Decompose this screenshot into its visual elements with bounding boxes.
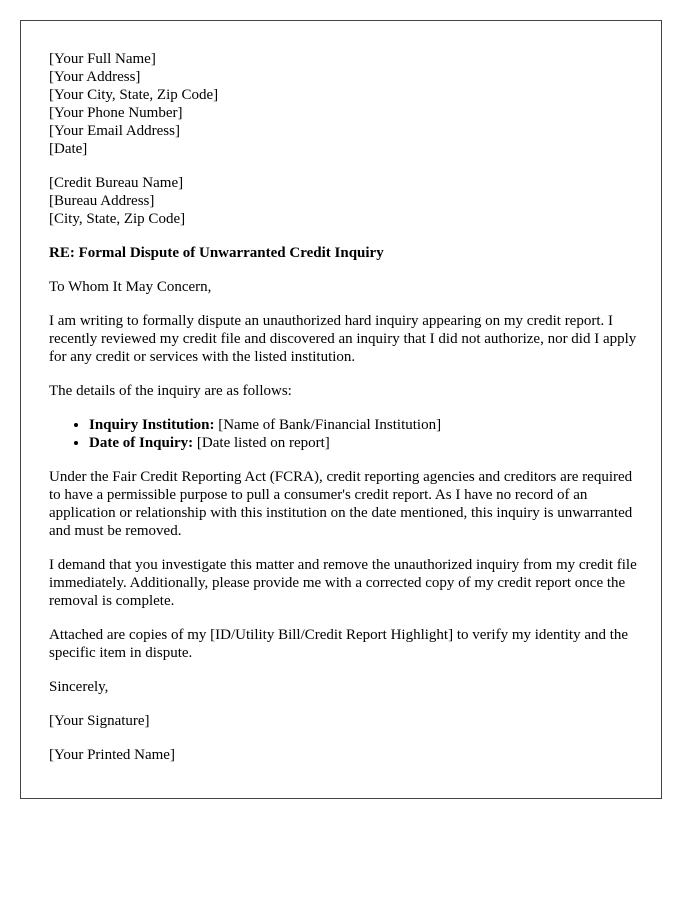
inquiry-date-label: Date of Inquiry: <box>89 435 194 451</box>
inquiry-date-value: [Date listed on report] <box>193 435 330 451</box>
attachments-paragraph: Attached are copies of my [ID/Utility Bill/Credit Report Highlight] to verify my identity and the specific item in dispute. <box>49 627 629 661</box>
sender-full-name: [Your Full Name] <box>49 51 156 67</box>
letter-content <box>49 50 639 780</box>
inquiry-date-item <box>89 434 639 452</box>
recipient-address: [Bureau Address] <box>49 193 155 209</box>
signature-placeholder: [Your Signature] <box>49 713 150 729</box>
inquiry-institution-label: Inquiry Institution: <box>89 417 215 433</box>
details-lead-paragraph: The details of the inquiry are as follows: <box>49 383 292 399</box>
sender-phone: [Your Phone Number] <box>49 105 183 121</box>
letter-date: [Date] <box>49 141 88 157</box>
subject-line: RE: Formal Dispute of Unwarranted Credit Inquiry <box>49 245 384 261</box>
inquiry-institution-item <box>89 416 639 434</box>
intro-paragraph: I am writing to formally dispute an unauthorized hard inquiry appearing on my credit report. I recently reviewed my credit file and discovered an inquiry that I did not authorize, nor did I apply for any credit or services with the listed institution. <box>49 313 637 365</box>
demand-paragraph: I demand that you investigate this matter and remove the unauthorized inquiry from my credit file immediately. Additionally, please provide me with a corrected copy of my credit report once the removal is complete. <box>49 557 637 609</box>
printed-name-placeholder: [Your Printed Name] <box>49 747 175 763</box>
sender-address: [Your Address] <box>49 69 141 85</box>
valediction: Sincerely, <box>49 679 109 695</box>
inquiry-details-list <box>49 416 639 452</box>
letter-page <box>20 20 662 799</box>
inquiry-institution-value: [Name of Bank/Financial Institution] <box>214 417 442 433</box>
recipient-city-state-zip: [City, State, Zip Code] <box>49 211 186 227</box>
sender-block <box>49 50 639 158</box>
recipient-block <box>49 174 639 228</box>
sender-email: [Your Email Address] <box>49 123 180 139</box>
salutation: To Whom It May Concern, <box>49 279 212 295</box>
fcra-paragraph: Under the Fair Credit Reporting Act (FCRA), credit reporting agencies and creditors are required to have a permissible purpose to pull a consumer's credit report. As I have no record of an application or relationship with this institution on the date mentioned, this inquiry is unwarranted and must be removed. <box>49 469 633 539</box>
recipient-name: [Credit Bureau Name] <box>49 175 184 191</box>
sender-city-state-zip: [Your City, State, Zip Code] <box>49 87 219 103</box>
